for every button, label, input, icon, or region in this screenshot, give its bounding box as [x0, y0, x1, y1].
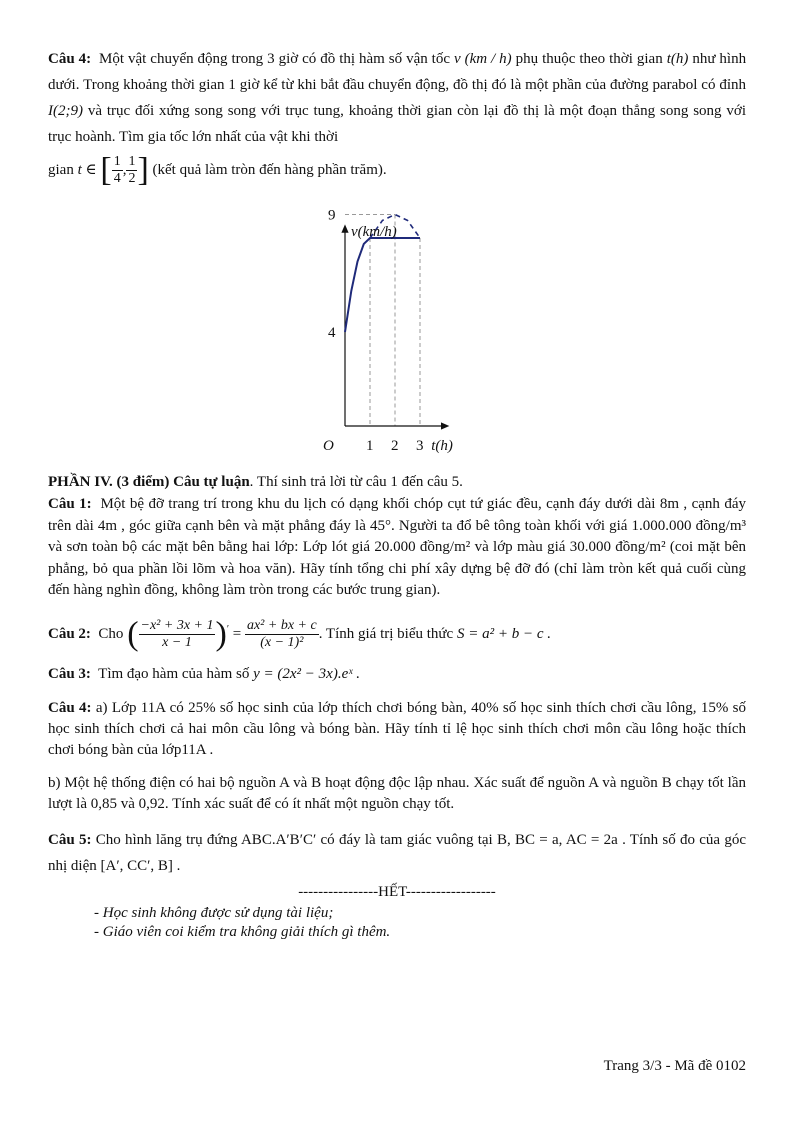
y-tick-label: 4 [328, 325, 336, 341]
question-label: Câu 5: [48, 831, 92, 848]
x-tick-label: 1 [366, 438, 374, 454]
fraction: $\frac{1}{2}$ [128, 154, 136, 186]
math: S = a² + b − c . [456, 625, 551, 642]
part-b: b) Một hệ thống điện có hai bộ nguồn A và B hoạt động độc lập nhau. Xác suất để nguồn A và nguồn B chạy tốt lần lượt là 0,85 và 0,92. Tính xác suất để có ít nhất một nguồn chạy tốt. [48, 774, 746, 812]
question-4-top: Câu 4: Một vật chuyển động trong 3 giờ có đồ thị hàm số vận tốc v (km / h) phụ thuộc theo thời gian t(h) như hình dưới. Trong khoảng thời gian 1 giờ kể từ khi bắt đầu chuyển động, đồ thị đó là một phần của đường parabol có đỉnh I(2;9) và trục đối xứng song song với trục tung, khoảng thời gian còn lại đồ thị là một đoạn thẳng song song với trục hoành. Tìm gia tốc lớn nhất của vật khi thời gian t ∈ [ $\frac{1}{4}$ , $\frac{1}{2}$ ] (kết quả làm tròn đến hàng phần trăm). [48, 51, 747, 189]
math: t ∈ [77, 161, 97, 178]
text: Cho [98, 625, 124, 642]
question-2: Câu 2: Cho ( $\frac{\text{−x² + 3x + 1}}{x - 1}$ )′ = $\frac{\text{ax² + bx + c}}{\text{(x − 1)²}}$ . Tính giá trị biểu thức S = a² + b − c . [48, 615, 551, 652]
text: gian [48, 161, 74, 178]
x-axis-label: t(h) [431, 438, 453, 454]
math: v (km / h) [453, 51, 512, 67]
text: Tìm đạo hàm của hàm số [98, 665, 250, 682]
part-heading: PHẦN IV. (3 điểm) Câu tự luận [48, 474, 250, 490]
question-label: Câu 1: [48, 496, 92, 512]
question-text: Cho hình lăng trụ đứng ABC.A′B′C′ có đáy là tam giác vuông tại B, BC = a, AC = 2a . Tính số đo của góc nhị diện [A′, CC′, B] . [48, 831, 746, 874]
question-4b [48, 773, 746, 815]
part4-heading-line [48, 471, 746, 494]
origin-label: O [323, 438, 334, 454]
y-axis-label: v(km/h) [351, 224, 397, 240]
text: và trục đối xứng song song với trục tung, khoảng thời [87, 103, 422, 119]
text: gian còn lại đồ thị là một đoạn thẳng song song với trục hoành. Tìm gia tốc lớn nhất của vật khi thời [48, 103, 747, 145]
note: - Học sinh không được sử dụng tài liệu; [94, 904, 334, 921]
question-5 [48, 827, 746, 879]
question-label: Câu 2: [48, 625, 91, 642]
fraction: $\frac{\text{ax² + bx + c}}{\text{(x − 1)²}}$ [246, 617, 317, 650]
fraction: $\frac{1}{4}$ [113, 154, 121, 186]
text: . Tính giá trị biểu thức [318, 625, 454, 642]
y-tick-label: 9 [328, 207, 336, 224]
velocity-chart [300, 207, 500, 458]
math: y = (2x² − 3x).eˣ . [253, 665, 360, 682]
math: t(h) [666, 51, 689, 67]
text: Một vật chuyển động trong 3 giờ có đồ thị hàm số vận tốc [99, 51, 451, 67]
math: I(2;9) [48, 103, 83, 119]
question-4 [48, 698, 746, 761]
end-line: ----------------HẾT------------------ [298, 883, 496, 900]
velocity-line [345, 238, 420, 332]
question-label: Câu 4: [48, 699, 92, 716]
question-label: Câu 4: [48, 51, 92, 67]
question-1 [48, 494, 746, 602]
text: một phần của đường parabol có đỉnh [525, 77, 746, 93]
page-content [48, 46, 746, 942]
x-tick-label: 2 [391, 438, 399, 454]
text: như hình dưới. Trong khoảng thời gian 1 giờ kể từ khi bắt đầu chuyển động, đồ thị đó là [48, 51, 747, 93]
fraction: $\frac{\text{−x² + 3x + 1}}{x - 1}$ [140, 617, 214, 650]
text: (kết quả làm tròn đến hàng phần trăm). [152, 161, 387, 178]
text: gian [636, 51, 663, 67]
part-intro: . Thí sinh trả lời từ câu 1 đến câu 5. [249, 474, 463, 490]
notes [94, 904, 746, 942]
note: - Giáo viên coi kiểm tra không giải thích gì thêm. [94, 923, 391, 940]
x-tick-label: 3 [416, 438, 424, 454]
page-footer: Trang 3/3 - Mã đề 0102 [603, 1058, 746, 1074]
text: phụ thuộc theo thời [515, 51, 633, 67]
question-3 [48, 663, 746, 686]
part-a: a) Lớp 11A có 25% số học sinh của lớp thích chơi bóng bàn, 40% số học sinh thích chơi cầu lông, 15% số học sinh thích chơi cả hai môn cầu lông và bóng bàn. Hãy tính tỉ lệ học sinh thích chơi môn cầu lông hoặc thích chơi bóng bàn của lớp11A . [48, 699, 746, 758]
question-label: Câu 3: [48, 665, 91, 682]
question-text: Một bệ đỡ trang trí trong khu du lịch có dạng khối chóp cụt tứ giác đều, cạnh đáy dưới dài 8m , cạnh đáy trên dài 4m , góc giữa cạnh bên và mặt phẳng đáy là 45°. Người ta đổ bê tông toàn khối với giá 1.000.000 đồng/m³ và sơn toàn bộ các mặt bên bằng hai lớp: Lớp lót giá 20.000 đồng/m² và lớp màu giá 30.000 đồng/m² (coi mặt bên phẳng, bỏ qua phần lồi lõm và hoa văn). Hãy tính tổng chi phí xây dựng bệ đỡ đó (chỉ làm tròn kết quả cuối cùng đến hàng nghìn đồng, không làm tròn trong các bước trung gian). [48, 496, 746, 598]
